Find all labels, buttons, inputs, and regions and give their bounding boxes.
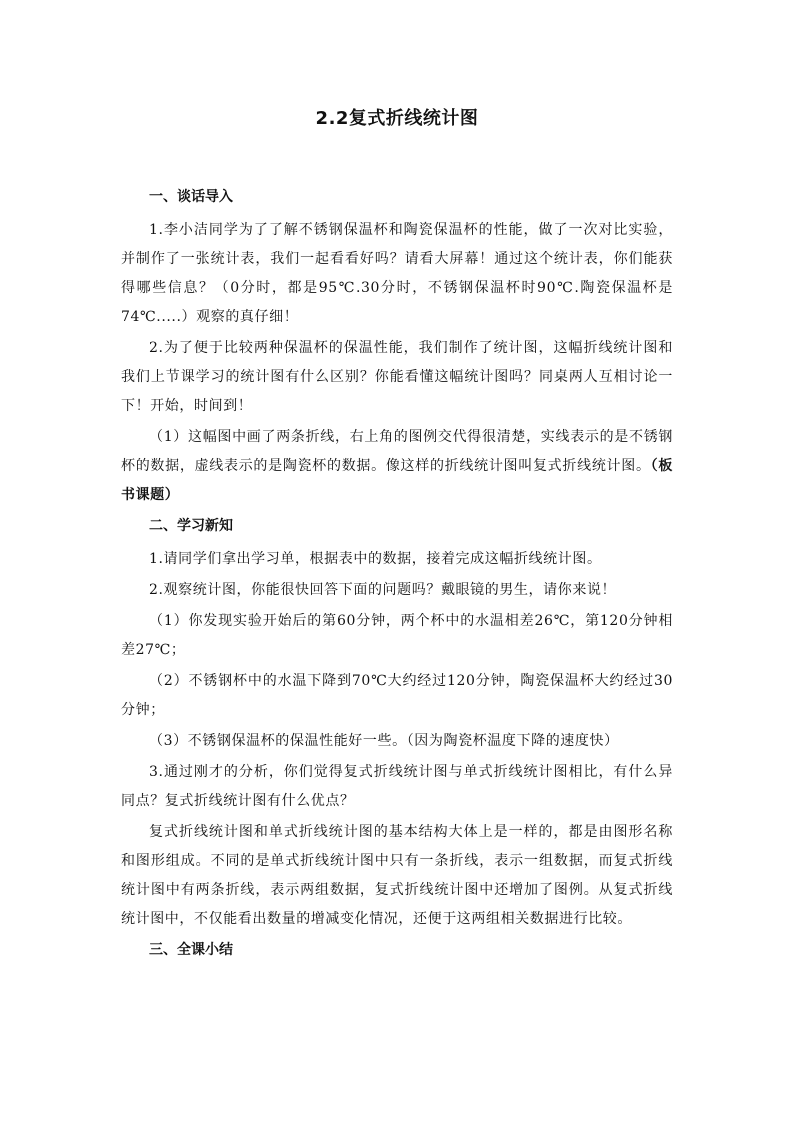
section-heading-summary: 三、全课小结 — [149, 942, 233, 958]
paragraph: （2）不锈钢杯中的水温下降到70℃大约经过120分钟，陶瓷保温杯大约经过30分钟； — [121, 673, 673, 718]
paragraph: （1）你发现实验开始后的第60分钟，两个杯中的水温相差26℃，第120分钟相差27℃； — [121, 613, 673, 658]
paragraph: 1.李小洁同学为了了解不锈钢保温杯和陶瓷保温杯的性能，做了一次对比实验，并制作了一张统计表，我们一起看看好吗？请看大屏幕！通过这个统计表，你们能获得哪些信息？（0分时，都是95℃.30分时，不锈钢保温杯时90℃.陶瓷保温杯是74℃.....）观察的真仔细！ — [121, 222, 673, 325]
paragraph: 2.为了便于比较两种保温杯的保温性能，我们制作了统计图，这幅折线统计图和我们上节课学习的统计图有什么区别？你能看懂这幅统计图吗？同桌两人互相讨论一下！开始，时间到！ — [121, 340, 673, 414]
section-heading-intro: 一、谈话导入 — [149, 189, 233, 205]
paragraph: 复式折线统计图和单式折线统计图的基本结构大体上是一样的，都是由图形名称和图形组成。不同的是单式折线统计图中只有一条折线，表示一组数据，而复式折线统计图中有两条折线，表示两组数据，复式折线统计图中还增加了图例。从复式折线统计图中，不仅能看出数量的增减变化情况，还便于这两组相关数据进行比较。 — [121, 824, 673, 927]
paragraph — [121, 423, 673, 510]
paragraph: 1.请同学们拿出学习单，根据表中的数据，接着完成这幅折线统计图。 — [149, 551, 602, 567]
paragraph: （3）不锈钢保温杯的保温性能好一些。（因为陶瓷杯温度下降的速度快） — [149, 733, 619, 749]
document-title: 2.2复式折线统计图 — [315, 108, 479, 129]
document-body — [121, 183, 673, 969]
paragraph-text: （1）这幅图中画了两条折线，右上角的图例交代得很清楚，实线表示的是不锈钢杯的数据，虚线表示的是陶瓷杯的数据。像这样的折线统计图叫复式折线统计图。 — [121, 429, 673, 474]
section-heading-new-knowledge: 二、学习新知 — [149, 518, 233, 534]
paragraph: 2.观察统计图，你能很快回答下面的问题吗？戴眼镜的男生，请你来说！ — [149, 582, 617, 598]
board-note: （板书课题） — [121, 458, 673, 503]
paragraph: 3.通过刚才的分析，你们觉得复式折线统计图与单式折线统计图相比，有什么异同点？复式折线统计图有什么优点？ — [121, 764, 673, 809]
